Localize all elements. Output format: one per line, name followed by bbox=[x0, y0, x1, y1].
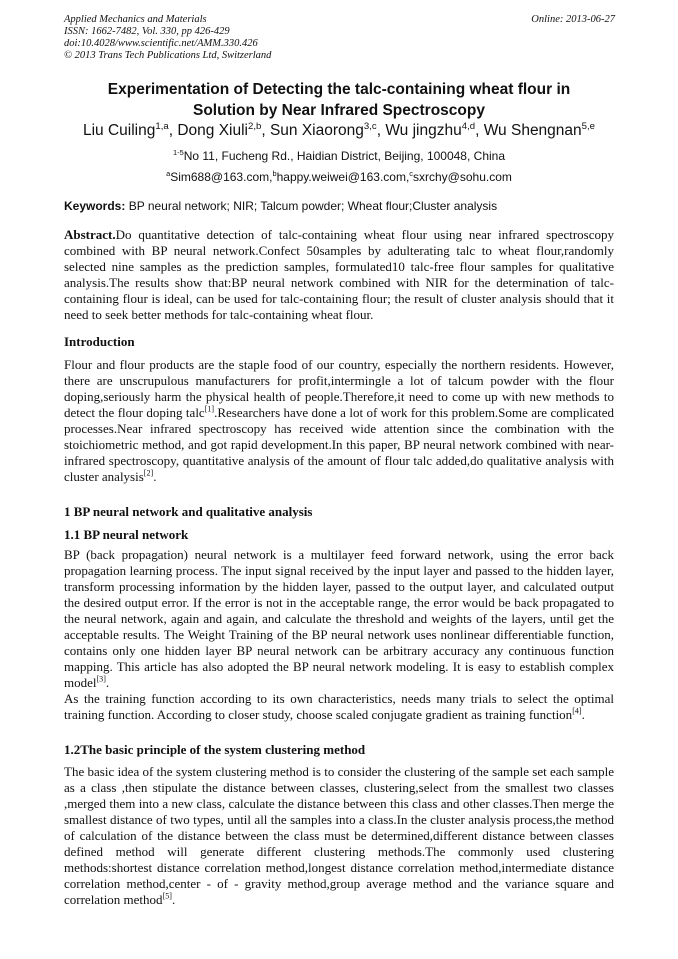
author: Sun Xiaorong$^{3,c}$ bbox=[269, 120, 377, 139]
heading-introduction: Introduction bbox=[64, 334, 135, 349]
title-line-1: Experimentation of Detecting the talc-containing wheat flour in bbox=[107, 81, 571, 98]
doi-line: doi:10.4028/www.scientific.net/AMM.330.426 bbox=[64, 38, 258, 49]
intro-paragraph: Flour and flour products are the staple food of our country, especially the northern residents. However, there are unscrupulous manufacturers for profit,intermingle a lot of talcum powder with the flour doping,seriously harm the physical health of people.Therefore,it need to come up with new methods to detect the flour doping talc[1].Researchers have done a lot of work for this problem.Some are complicated processes.Near infrared spectroscopy has received wide attention since the combination with the stoichiometric method, and got rapid development.In this paper, BP neural network combined with near-infrared spectroscopy, quantitative analysis of the amount of flour talc added,do qualitative analysis with cluster analysis[2]. bbox=[64, 357, 615, 484]
issn-line: ISSN: 1662-7482, Vol. 330, pp 426-429 bbox=[64, 26, 230, 37]
title-line-2: Solution by Near Infrared Spectroscopy bbox=[193, 102, 485, 119]
email: Sim688@163.com, bbox=[170, 170, 273, 184]
citation: [5] bbox=[162, 891, 172, 901]
email: happy.weiwei@163.com, bbox=[276, 170, 410, 184]
author-list: Liu Cuiling$^{1,a}$, Dong Xiuli$^{2,b}$, Sun Xiaorong$^{3,c}$, Wu jingzhu$^{4,d}$, Wu Shengnan$^{5,e}$ bbox=[82, 120, 596, 139]
emails: $^a$Sim688@163.com,$^b$happy.weiwei@163.com,$^c$sxrchy@sohu.com bbox=[166, 169, 512, 184]
bp-paragraph: BP (back propagation) neural network is a multilayer feed forward network, using the error back propagation learning process. The input signal received by the input layer and passed to the hidden layer, transform processing information by the hidden layer, passed to the output layer, and calculated output the desired output error. If the error is not in the acceptable range, the error would be back propagated to the neural network, again and again, and calculate the threshold and weights of the layers, until get the acceptable results. The Weight Training of the BP neural network uses nonlinear differentiable function, contains only one hidden layer BP neural network can be arbitrary accuracy any continuous function mapping. This article has also adopted the BP neural network modeling. It is easy to establish complex model[3]. As the training function according to its own characteristics, needs many trials to select the optimal training function. According to closer study, choose scaled conjugate gradient as training function[4]. bbox=[64, 547, 614, 722]
online-date: Online: 2013-06-27 bbox=[531, 14, 615, 25]
email: sxrchy@sohu.com bbox=[413, 170, 512, 184]
heading-section-1-2: 1.2The basic principle of the system clustering method bbox=[64, 742, 366, 757]
author: Wu jingzhu$^{4,d}$ bbox=[385, 120, 476, 139]
citation: [3] bbox=[96, 674, 106, 684]
affiliation: $^{1-5}$No 11, Fucheng Rd., Haidian District, Beijing, 100048, China bbox=[172, 148, 506, 163]
paper-title bbox=[0, 79, 678, 121]
citation: [1] bbox=[204, 404, 215, 414]
clustering-paragraph: The basic idea of the system clustering method is to consider the clustering of the sample set each sample as a class ,then stipulate the distance between classes, clustering,select from the smallest two classes ,merged them into a new class, calculate the distance between this class and other classes.Then merge the smallest distance of two types, until all the samples into a class.In the cluster analysis process,the method of calculation of the distance between the class must be determined,different distance between classes defined method will generate different clustering methods.The commonly used clustering methods:shortest distance correlation method,longest distance correlation method,intermediate distance correlation method,center - of - gravity method,group average method and the variance square and correlation method[5]. bbox=[64, 764, 614, 907]
author: Dong Xiuli$^{2,b}$ bbox=[177, 120, 262, 139]
journal-name: Applied Mechanics and Materials bbox=[64, 14, 207, 25]
citation: [2] bbox=[143, 468, 154, 478]
heading-section-1-1: 1.1 BP neural network bbox=[64, 527, 189, 542]
heading-section-1: 1 BP neural network and qualitative analysis bbox=[64, 504, 313, 519]
author: Wu Shengnan$^{5,e}$ bbox=[483, 120, 596, 139]
author: Liu Cuiling$^{1,a}$ bbox=[82, 120, 169, 139]
citation: [4] bbox=[572, 706, 582, 716]
journal-header bbox=[64, 14, 271, 62]
copyright-line: © 2013 Trans Tech Publications Ltd, Switzerland bbox=[64, 50, 272, 61]
keywords: Keywords: BP neural network; NIR; Talcum powder; Wheat flour;Cluster analysis bbox=[64, 199, 498, 213]
abstract: Abstract.Do quantitative detection of talc-containing wheat flour using near infrared spectroscopy combined with BP neural network.Confect 50samples by adulterating talc to wheat flour,randomly selected nine samples as the prediction samples, formulated10 talc-free flour samples for qualitative analysis.The results show that:BP neural network combined with NIR for the determination of talc-containing flour is ideal, can be used for talc-containing flour; the result of cluster analysis should that it need to seek better methods for talc-containing wheat flour. bbox=[64, 227, 614, 322]
